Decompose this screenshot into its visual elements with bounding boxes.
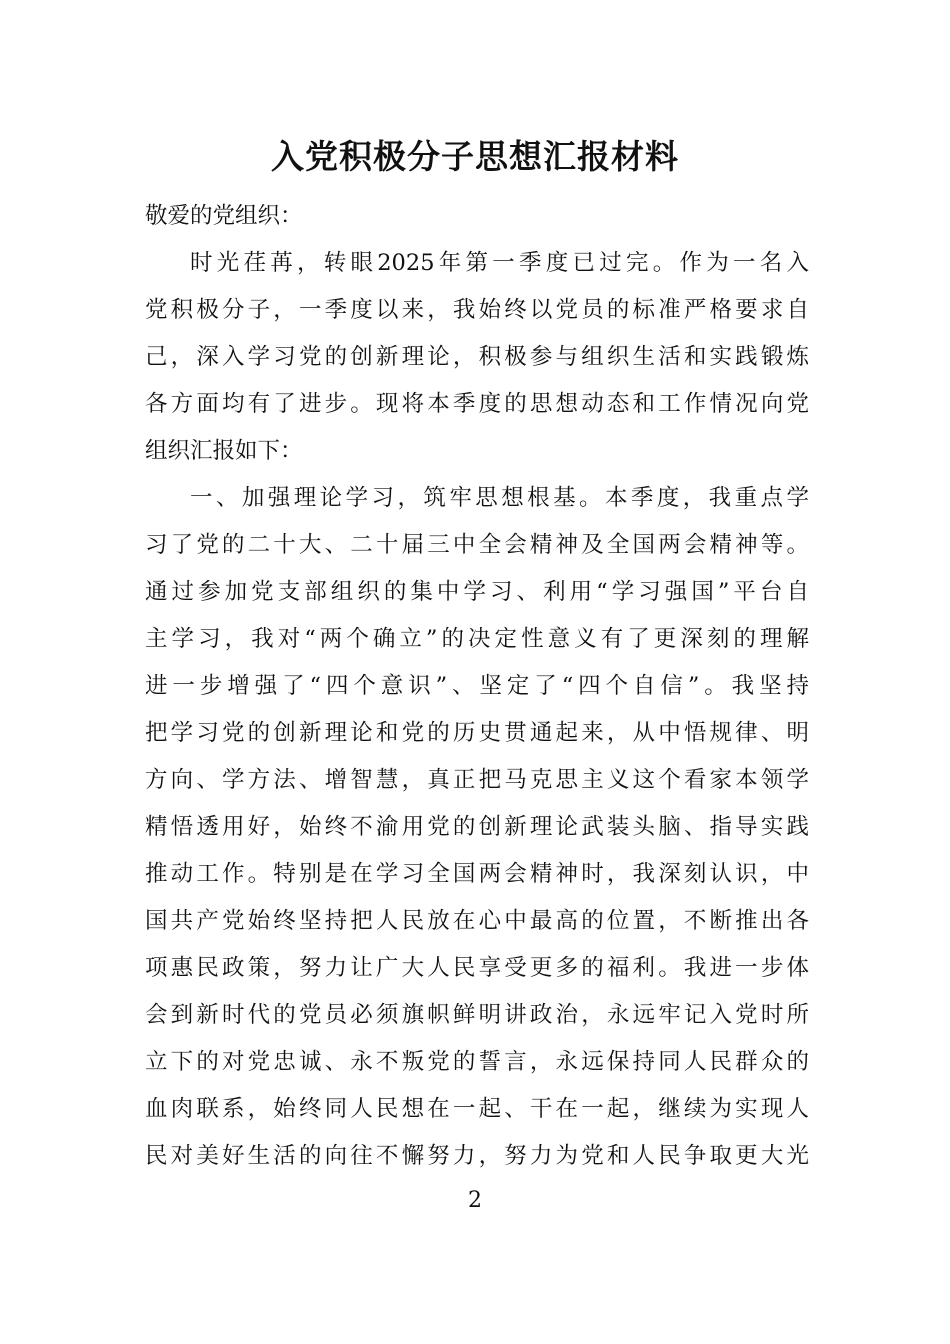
text-line: 己，深入学习党的创新理论，积极参与组织生活和实践锻炼: [145, 344, 809, 370]
document-body: [145, 193, 809, 1180]
text-line: 党积极分子，一季度以来，我始终以党员的标准严格要求自: [145, 297, 809, 323]
text-line: 项惠民政策，努力让广大人民享受更多的福利。我进一步体: [145, 955, 809, 981]
text-line: 推动工作。特别是在学习全国两会精神时，我深刻认识，中: [145, 861, 809, 887]
text-line: 一、加强理论学习，筑牢思想根基。本季度，我重点学: [190, 485, 809, 511]
text-line: 习了党的二十大、二十届三中全会精神及全国两会精神等。: [145, 532, 809, 558]
text-line: 各方面均有了进步。现将本季度的思想动态和工作情况向党: [145, 391, 809, 417]
text-line: 进一步增强了“四个意识”、坚定了“四个自信”。我坚持: [145, 673, 809, 699]
text-line: 会到新时代的党员必须旗帜鲜明讲政治，永远牢记入党时所: [145, 1002, 809, 1028]
text-line: 血肉联系，始终同人民想在一起、干在一起，继续为实现人: [145, 1096, 809, 1122]
text-line: 精悟透用好，始终不渝用党的创新理论武装头脑、指导实践: [145, 814, 809, 840]
text-line: 立下的对党忠诚、永不叛党的誓言，永远保持同人民群众的: [145, 1049, 809, 1075]
text-line: 把学习党的创新理论和党的历史贯通起来，从中悟规律、明: [145, 720, 809, 746]
text-line: 方向、学方法、增智慧，真正把马克思主义这个看家本领学: [145, 767, 809, 793]
salutation: 敬爱的党组织：: [145, 203, 303, 229]
text-line: 通过参加党支部组织的集中学习、利用“学习强国”平台自: [145, 579, 809, 605]
text-line: 时光荏苒，转眼2025年第一季度已过完。作为一名入: [190, 250, 809, 276]
text-line: 民对美好生活的向往不懈努力，努力为党和人民争取更大光: [145, 1143, 809, 1169]
text-line: 组织汇报如下：: [145, 438, 303, 464]
page-number: 2: [468, 1188, 482, 1213]
document-title: 入党积极分子思想汇报材料: [271, 137, 679, 176]
text-line: 主学习，我对“两个确立”的决定性意义有了更深刻的理解: [145, 626, 809, 652]
text-line: 国共产党始终坚持把人民放在心中最高的位置，不断推出各: [145, 908, 809, 934]
